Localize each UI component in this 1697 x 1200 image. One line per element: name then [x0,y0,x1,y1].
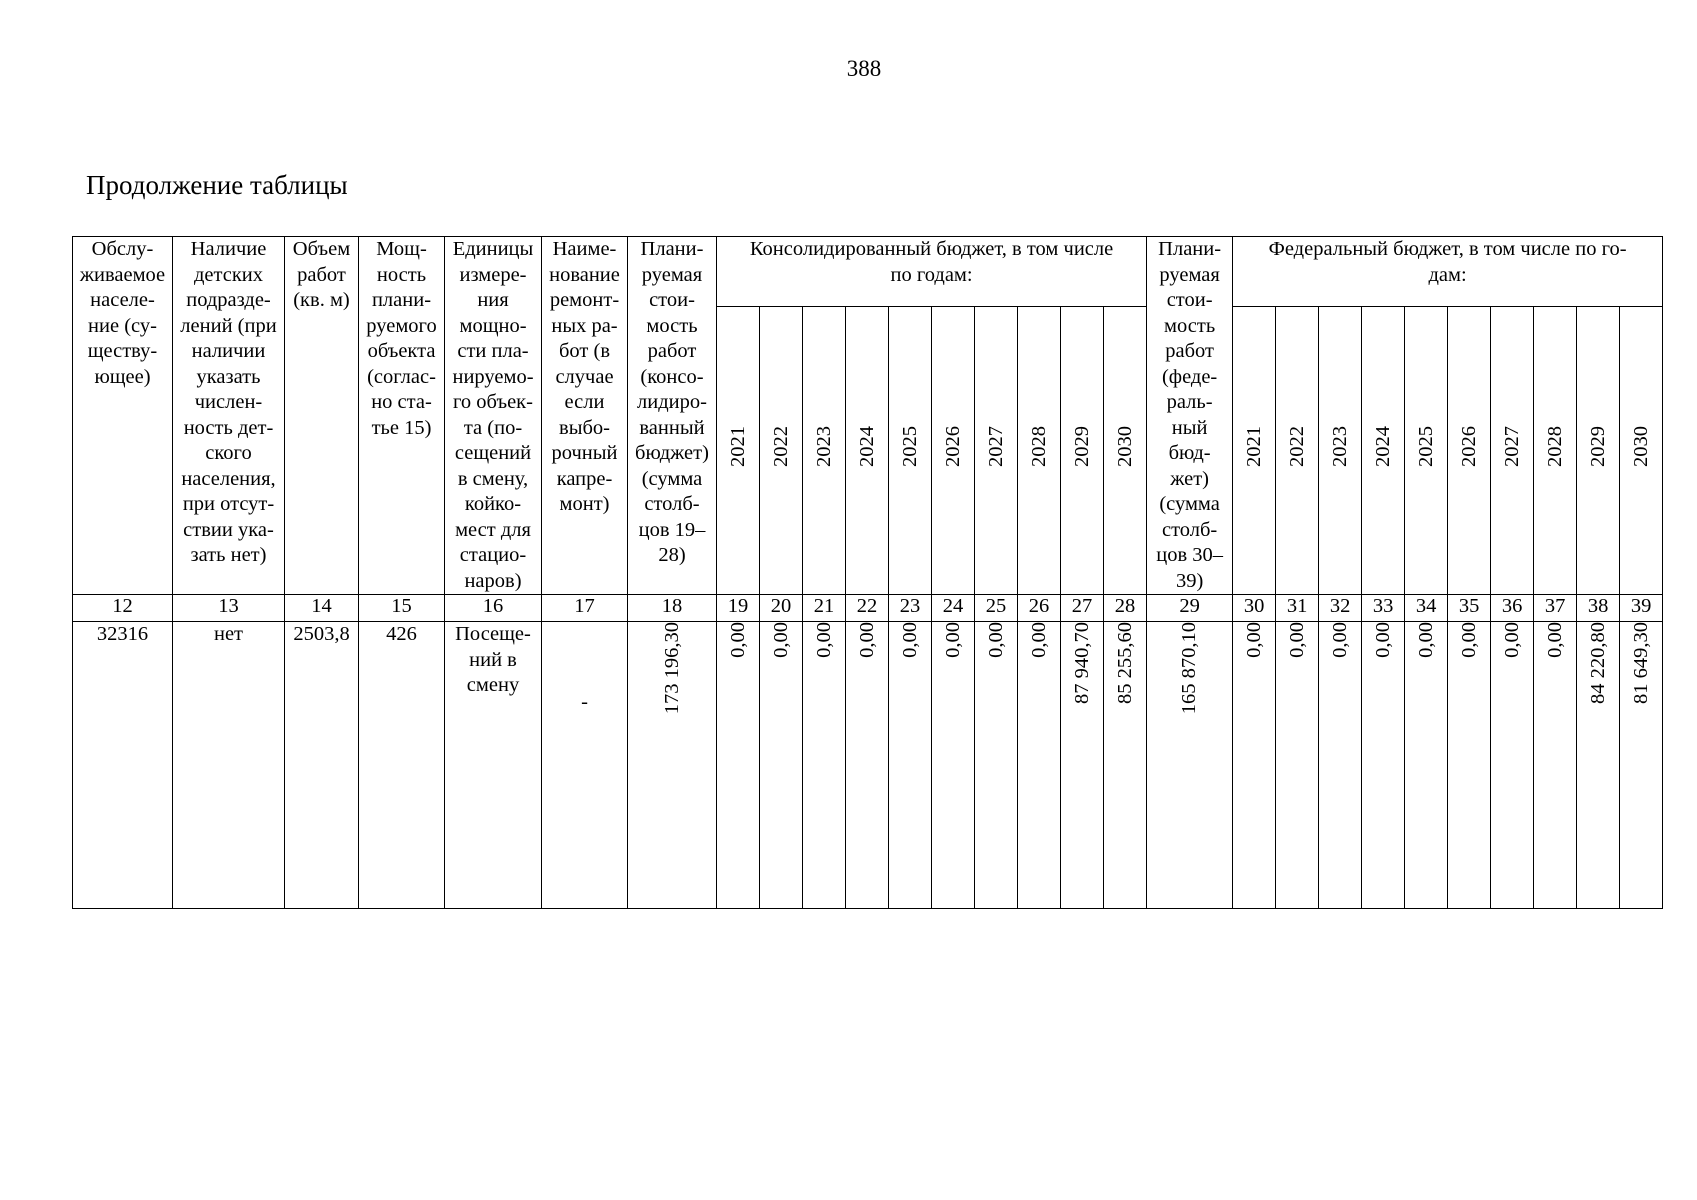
header-consolidated-group: Консолидированный бюджет, в том числе по годам: [717,237,1147,307]
column-number: 16 [445,595,542,622]
year-label: 2025 [1414,426,1437,468]
year-label: 2026 [941,426,964,468]
year-label: 2027 [984,426,1007,468]
column-number: 35 [1448,595,1491,622]
column-number: 28 [1104,595,1147,622]
cell-federal-year [1448,622,1491,909]
column-number-row [73,595,1663,622]
cell-consolidated-year [846,622,889,909]
year-label: 2029 [1070,426,1093,468]
header-consolidated-total: Плани- руемая стои- мость работ (консо- лидиро- ванный бюджет) (сумма столб- цов 19– 28) [628,237,717,595]
year-label: 2024 [855,426,878,468]
cell-consolidated-total [628,622,717,909]
year-federal [1491,306,1534,594]
amount: 0,00 [941,622,964,658]
year-federal [1534,306,1577,594]
amount: 165 870,10 [1178,622,1201,715]
header-population: Обслу- живаемое населе- ние (су- ществу- ющее) [73,237,173,595]
column-number: 19 [717,595,760,622]
column-number: 15 [359,595,445,622]
column-number: 38 [1577,595,1620,622]
year-label: 2023 [1328,426,1351,468]
year-consolidated [846,306,889,594]
column-number: 25 [975,595,1018,622]
cell-repair-works: - [542,622,628,909]
cell-federal-total [1147,622,1233,909]
year-federal [1319,306,1362,594]
amount: 0,00 [812,622,835,658]
amount: 173 196,30 [660,622,683,715]
cell-federal-year [1405,622,1448,909]
budget-table [72,236,1663,909]
column-number: 22 [846,595,889,622]
column-number: 23 [889,595,932,622]
year-label: 2026 [1457,426,1480,468]
column-number: 39 [1620,595,1663,622]
year-consolidated [1061,306,1104,594]
amount: 0,00 [1457,622,1480,658]
header-federal-total: Плани- руемая стои- мость работ (феде- раль- ный бюд- жет) (сумма столб- цов 30– 39) [1147,237,1233,595]
amount: 0,00 [1242,622,1265,658]
page-number: 388 [846,56,882,81]
year-federal [1362,306,1405,594]
column-number: 31 [1276,595,1319,622]
year-consolidated [932,306,975,594]
amount: 87 940,70 [1070,622,1093,704]
cell-consolidated-year [803,622,846,909]
amount: 0,00 [1027,622,1050,658]
column-number: 12 [73,595,173,622]
column-number: 30 [1233,595,1276,622]
year-label: 2030 [1113,426,1136,468]
year-label: 2022 [1285,426,1308,468]
cell-capacity-unit: Посеще- ний в смену [445,622,542,909]
year-label: 2025 [898,426,921,468]
cell-children-units: нет [173,622,285,909]
amount: 0,00 [769,622,792,658]
column-number: 21 [803,595,846,622]
amount: 81 649,30 [1629,622,1652,704]
cell-federal-year [1620,622,1663,909]
column-number: 17 [542,595,628,622]
column-number: 36 [1491,595,1534,622]
year-label: 2021 [1242,426,1265,468]
header-work-volume: Объем работ (кв. м) [285,237,359,595]
amount: 85 255,60 [1113,622,1136,704]
column-number: 29 [1147,595,1233,622]
cell-consolidated-year [975,622,1018,909]
header-row-top [73,237,1663,307]
cell-federal-year [1534,622,1577,909]
cell-work-volume: 2503,8 [285,622,359,909]
year-label: 2022 [769,426,792,468]
column-number: 27 [1061,595,1104,622]
amount: 0,00 [1285,622,1308,658]
column-number: 24 [932,595,975,622]
column-number: 14 [285,595,359,622]
column-number: 37 [1534,595,1577,622]
amount: 0,00 [855,622,878,658]
amount: 0,00 [1414,622,1437,658]
year-consolidated [1104,306,1147,594]
cell-federal-year [1319,622,1362,909]
header-capacity: Мощ- ность плани- руемого объекта (соглас- но ста- тье 15) [359,237,445,595]
year-label: 2028 [1543,426,1566,468]
data-row [73,622,1663,909]
amount: 0,00 [1500,622,1523,658]
column-number: 26 [1018,595,1061,622]
year-federal [1233,306,1276,594]
year-label: 2027 [1500,426,1523,468]
column-number: 13 [173,595,285,622]
year-federal [1577,306,1620,594]
amount: 0,00 [984,622,1007,658]
year-federal [1620,306,1663,594]
year-label: 2024 [1371,426,1394,468]
year-consolidated [803,306,846,594]
cell-population: 32316 [73,622,173,909]
column-number: 34 [1405,595,1448,622]
year-federal [1448,306,1491,594]
header-capacity-unit: Единицы измере- ния мощно- сти пла- нируемо- го объек- та (по- сещений в смену, койко- мест для стацио- наров) [445,237,542,595]
year-label: 2023 [812,426,835,468]
year-federal [1405,306,1448,594]
year-consolidated [760,306,803,594]
amount: 0,00 [1543,622,1566,658]
continuation-title: Продолжение таблицы [86,170,348,200]
cell-consolidated-year [1018,622,1061,909]
year-federal [1276,306,1319,594]
cell-consolidated-year [889,622,932,909]
column-number: 20 [760,595,803,622]
year-consolidated [975,306,1018,594]
amount: 0,00 [1371,622,1394,658]
cell-consolidated-year [717,622,760,909]
cell-consolidated-year [1104,622,1147,909]
year-label: 2029 [1586,426,1609,468]
year-label: 2030 [1629,426,1652,468]
cell-federal-year [1233,622,1276,909]
amount: 84 220,80 [1586,622,1609,704]
column-number: 33 [1362,595,1405,622]
year-label: 2021 [726,426,749,468]
cell-consolidated-year [932,622,975,909]
header-repair-works: Наиме- нование ремонт- ных ра- бот (в случае если выбо- рочный капре- монт) [542,237,628,595]
cell-capacity: 426 [359,622,445,909]
amount: 0,00 [726,622,749,658]
cell-federal-year [1362,622,1405,909]
cell-consolidated-year [1061,622,1104,909]
cell-consolidated-year [760,622,803,909]
cell-federal-year [1276,622,1319,909]
column-number: 18 [628,595,717,622]
year-consolidated [889,306,932,594]
amount: 0,00 [1328,622,1351,658]
cell-federal-year [1491,622,1534,909]
year-consolidated [717,306,760,594]
column-number: 32 [1319,595,1362,622]
year-consolidated [1018,306,1061,594]
cell-federal-year [1577,622,1620,909]
year-label: 2028 [1027,426,1050,468]
header-children-units: Наличие детских подразде- лений (при наличии указать числен- ность дет- ского населения, при отсут- ствии ука- зать нет) [173,237,285,595]
amount: 0,00 [898,622,921,658]
header-federal-group: Федеральный бюджет, в том числе по го- дам: [1233,237,1663,307]
